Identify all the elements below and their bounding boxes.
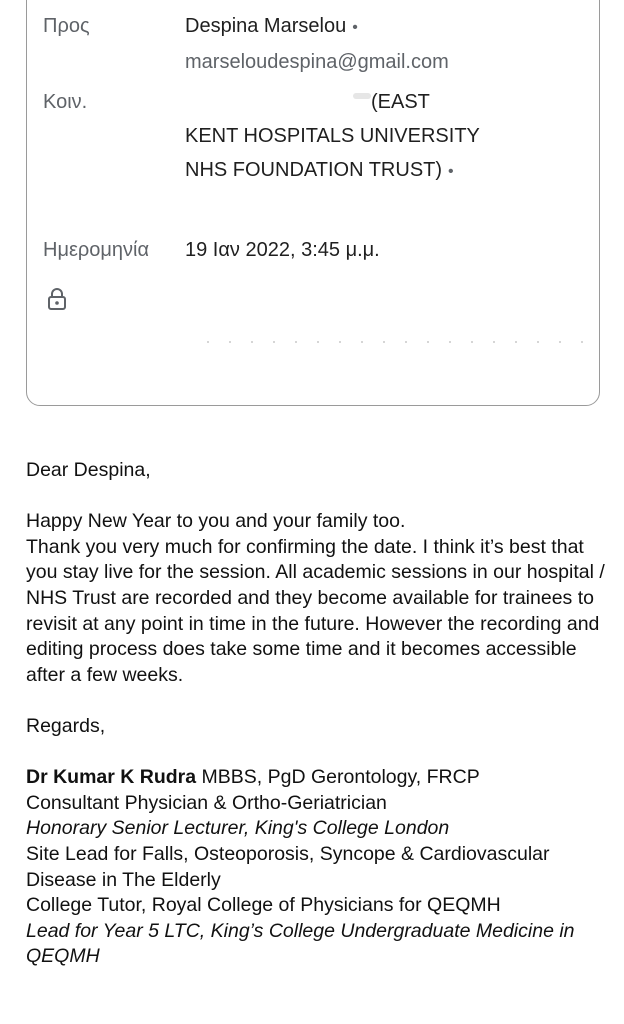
signature-name: Dr Kumar K Rudra: [26, 766, 197, 789]
signature-line-1: Consultant Physician & Ortho-Geriatrician: [26, 791, 387, 814]
separator-dot: •: [448, 163, 454, 180]
date-label: Ημερομηνία: [43, 239, 150, 261]
to-email: marseloudespina@gmail.com: [185, 51, 449, 73]
signature-line-3: Site Lead for Falls, Osteoporosis, Syncope & Cardiovascular Disease in The Elderly: [26, 842, 550, 891]
to-name: Despina Marselou: [185, 15, 347, 37]
cc-label: Κοιν.: [43, 91, 88, 113]
to-recipient[interactable]: [185, 9, 585, 79]
cc-line-3: NHS FOUNDATION TRUST): [185, 159, 443, 181]
greeting: Dear Despina,: [26, 459, 151, 481]
to-label: Προς: [43, 15, 90, 37]
cc-recipient[interactable]: [185, 85, 585, 189]
signature-name-line: [26, 765, 614, 791]
closing: Regards,: [26, 714, 106, 737]
message-body: [26, 458, 614, 970]
signature-line-5: Lead for Year 5 LTC, King’s College Undergraduate Medicine in QEQMH: [26, 919, 575, 968]
redacted-line: [197, 341, 587, 343]
body-paragraph: Thank you very much for confirming the date. I think it’s best that you stay live for the session. All academic sessions in our hospital / NHS Trust are recorded and they become available for trainees to revisit at any point in time in the future. However the recording and editing process does take some time and it becomes accessible after a few weeks.: [26, 535, 605, 686]
signature-credentials: MBBS, PgD Gerontology, FRCP: [201, 766, 480, 789]
email-details-card: [26, 0, 600, 406]
cc-line-2: KENT HOSPITALS UNIVERSITY: [185, 125, 480, 147]
body-line-1: Happy New Year to you and your family too.: [26, 510, 406, 533]
lock-icon: [47, 287, 67, 311]
date-value: 19 Ιαν 2022, 3:45 μ.μ.: [185, 239, 380, 261]
signature-line-2: Honorary Senior Lecturer, King's College London: [26, 817, 450, 840]
separator-dot: •: [352, 19, 358, 36]
cc-line-1: (EAST: [371, 91, 430, 113]
signature-line-4: College Tutor, Royal College of Physicians for QEQMH: [26, 894, 501, 917]
